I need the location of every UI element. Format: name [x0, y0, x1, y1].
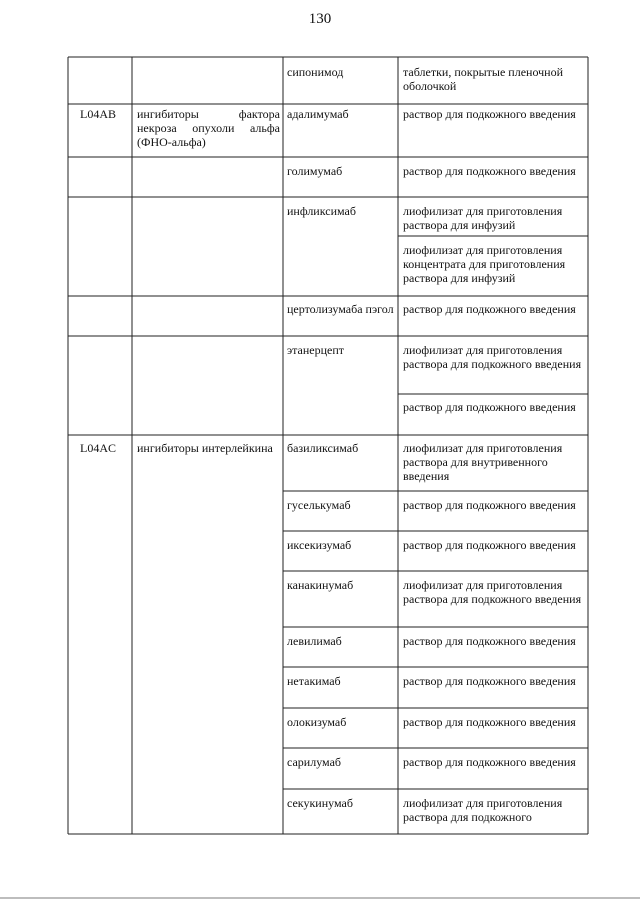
table-cell-form: раствор для подкожного введения: [403, 715, 576, 729]
table-cell-drug: инфликсимаб: [287, 204, 356, 218]
table-cell-drug: иксекизумаб: [287, 538, 352, 552]
page-number: 130: [308, 11, 332, 27]
table-cell-drug: левилимаб: [287, 634, 342, 648]
table-cell-form: раствор для подкожного введения: [403, 538, 576, 552]
table-cell-drug: этанерцепт: [287, 343, 345, 357]
table-cell-group: ингибиторы интерлейкина: [137, 441, 273, 455]
table-cell-form: лиофилизат для приготовления концентрата для приготовления раствора для инфузий: [403, 243, 566, 285]
table-cell-form: раствор для подкожного введения: [403, 164, 576, 178]
table-cell-drug: адалимумаб: [287, 107, 349, 121]
table-cell-group: ингибиторы фактора некроза опухоли альфа (ФНО-альфа): [137, 107, 280, 149]
table-cell-form: раствор для подкожного введения: [403, 400, 576, 414]
table-cell-drug: канакинумаб: [287, 578, 354, 592]
table-cell-drug: нетакимаб: [287, 674, 341, 688]
table-cell-form: таблетки, покрытые пленочной оболочкой: [403, 65, 564, 93]
table-cell-drug: сипонимод: [287, 65, 344, 79]
table-cell-drug: цертолизумаба пэгол: [287, 302, 394, 316]
table-cell-form: раствор для подкожного введения: [403, 634, 576, 648]
table-cell-form: раствор для подкожного введения: [403, 674, 576, 688]
table-cell-atc-code: L04AB: [80, 107, 116, 121]
table-cell-form: раствор для подкожного введения: [403, 302, 576, 316]
table-cell-drug: секукинумаб: [287, 796, 353, 810]
table-cell-form: лиофилизат для приготовления раствора для подкожного введения: [403, 343, 582, 371]
table-cell-form: лиофилизат для приготовления раствора для подкожного введения: [403, 578, 582, 606]
table-cell-atc-code: L04AC: [80, 441, 116, 455]
table-cell-form: лиофилизат для приготовления раствора для внутривенного введения: [403, 441, 563, 483]
table-cell-form: раствор для подкожного введения: [403, 498, 576, 512]
table-cell-form: раствор для подкожного введения: [403, 107, 576, 121]
table-cell-drug: базиликсимаб: [287, 441, 359, 455]
table-cell-drug: голимумаб: [287, 164, 343, 178]
table-cell-drug: сарилумаб: [287, 755, 341, 769]
table-cell-drug: гуселькумаб: [287, 498, 351, 512]
table-cell-drug: олокизумаб: [287, 715, 347, 729]
scan-edge-divider: [0, 897, 640, 899]
table-cell-form: лиофилизат для приготовления раствора для подкожного: [403, 796, 563, 824]
table-cell-form: лиофилизат для приготовления раствора для инфузий: [403, 204, 563, 232]
table-cell-form: раствор для подкожного введения: [403, 755, 576, 769]
